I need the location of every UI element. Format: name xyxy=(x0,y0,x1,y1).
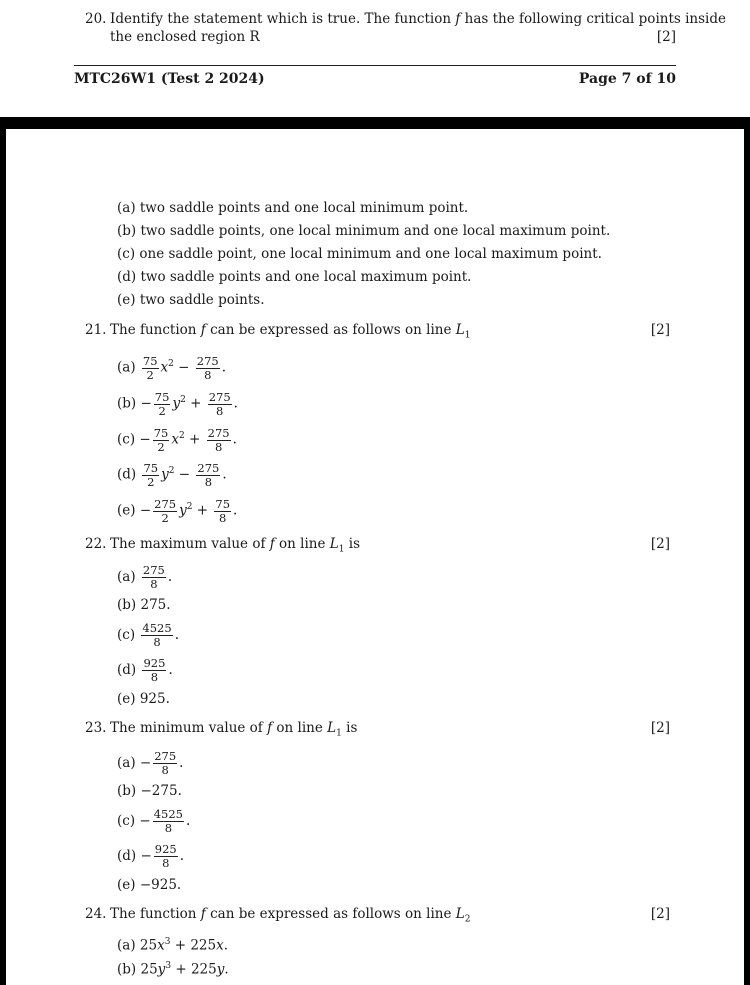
fraction-numerator: 275 xyxy=(154,749,177,763)
fraction-denominator: 8 xyxy=(204,474,213,489)
variable: x xyxy=(160,359,169,376)
fraction-denominator: 8 xyxy=(204,367,212,382)
exponent: 2 xyxy=(180,395,186,405)
q20-option: (a) two saddle points and one local minimum point. xyxy=(117,200,469,216)
exponent: 3 xyxy=(165,961,172,971)
q21-option: (d) $\frac{75}{2}$ $y^2$ − $\frac{275}{8}$ . xyxy=(117,460,227,489)
option-value: −275. xyxy=(140,783,182,799)
q21-number: 21. xyxy=(85,322,107,338)
q21-marks: [2] xyxy=(650,322,670,338)
variable: x xyxy=(216,937,224,954)
variable: x xyxy=(171,431,179,448)
fraction-numerator: 75 xyxy=(143,460,159,475)
option-label: (e) xyxy=(117,502,136,519)
exponent: 3 xyxy=(164,937,171,947)
option-value: −925. xyxy=(139,877,182,893)
fraction-denominator: 2 xyxy=(147,474,155,489)
q24-text: The function f can be expressed as follows on line $L_2$ xyxy=(110,906,471,925)
fraction-numerator: 4525 xyxy=(153,807,183,821)
fraction-numerator: 275 xyxy=(154,496,177,511)
sign: − xyxy=(139,502,152,519)
sign: − xyxy=(139,813,151,829)
q23-option: (d) − $\frac{925}{8}$ . xyxy=(117,842,185,870)
fraction xyxy=(142,355,159,382)
q22-option: (a) $\frac{275}{8}$ . xyxy=(117,563,173,591)
fraction xyxy=(153,750,177,777)
operator: + xyxy=(184,431,205,448)
end: . xyxy=(223,937,229,954)
q20-option: (b) two saddle points, one local minimum and one local maximum point. xyxy=(117,223,611,239)
fraction xyxy=(142,462,159,489)
q24-marks: [2] xyxy=(650,906,670,922)
q21-option: (c) − $\frac{75}{2}$ $x^2$ + $\frac{275}{8}$ . xyxy=(117,425,237,454)
exponent: 2 xyxy=(186,502,193,512)
variable: y xyxy=(216,961,225,978)
fraction-numerator: 925 xyxy=(154,842,177,856)
q22-number: 22. xyxy=(85,536,107,552)
option-label: (b) xyxy=(117,783,137,799)
variable: y xyxy=(179,502,187,519)
variable: x xyxy=(157,937,165,954)
sign: − xyxy=(139,431,151,448)
fraction xyxy=(141,622,172,649)
fraction-denominator: 8 xyxy=(216,403,224,418)
option-label: (b) xyxy=(117,597,137,613)
sign: − xyxy=(140,848,152,864)
q20-text-line1: Identify the statement which is true. The function f has the following critical points inside xyxy=(110,11,726,27)
operator: − xyxy=(173,359,194,376)
option-label: (c) xyxy=(117,627,136,643)
course-code: MTC26W1 (Test 2 2024) xyxy=(74,71,265,87)
header-rule xyxy=(74,65,676,66)
option-label: (c) xyxy=(117,813,136,829)
sign: − xyxy=(140,395,152,412)
fraction-numerator: 75 xyxy=(153,425,169,440)
q20-option: (c) one saddle point, one local minimum and one local maximum point. xyxy=(117,246,602,262)
q22-option: (d) $\frac{925}{8}$ . xyxy=(117,656,173,684)
fraction-numerator: 75 xyxy=(215,496,231,511)
fraction-numerator: 275 xyxy=(142,563,165,577)
q23-marks: [2] xyxy=(650,720,670,736)
fraction-numerator: 925 xyxy=(143,656,166,670)
sign: − xyxy=(139,755,152,771)
fraction xyxy=(214,498,231,525)
option-label: (c) xyxy=(117,431,136,448)
operator: + xyxy=(192,502,213,519)
variable: y xyxy=(161,466,169,483)
fraction xyxy=(153,427,170,454)
fraction xyxy=(142,657,166,684)
q21-option: (a) $\frac{75}{2}$ $x^2$ − $\frac{275}{8}$ . xyxy=(117,353,227,382)
q20-text-line2: the enclosed region R xyxy=(110,29,260,45)
option-value: 925. xyxy=(139,691,170,707)
fraction-numerator: 275 xyxy=(197,460,220,475)
q22-option xyxy=(117,683,170,715)
fraction-denominator: 2 xyxy=(161,510,169,525)
fraction-denominator: 8 xyxy=(214,439,223,454)
page-number: Page 7 of 10 xyxy=(578,71,676,87)
q24-option xyxy=(117,934,228,954)
coefficient: 25 xyxy=(139,937,158,954)
fraction-denominator: 8 xyxy=(153,635,161,649)
fraction-numerator: 275 xyxy=(196,353,219,368)
fraction-denominator: 8 xyxy=(164,821,173,835)
option-label: (a) xyxy=(117,755,136,771)
fraction xyxy=(196,355,220,382)
option-label: (a) xyxy=(117,569,136,585)
fraction xyxy=(207,427,231,454)
operator: − xyxy=(174,466,195,483)
fraction-denominator: 8 xyxy=(162,856,170,870)
option-label: (a) xyxy=(117,937,136,954)
fraction xyxy=(154,843,178,870)
q24-number: 24. xyxy=(85,906,107,922)
page-top xyxy=(0,0,750,117)
fraction-numerator: 275 xyxy=(208,389,231,404)
q22-option xyxy=(117,589,171,621)
option-label: (b) xyxy=(117,395,137,412)
fraction-numerator: 275 xyxy=(207,425,230,440)
fraction-denominator: 8 xyxy=(219,510,227,525)
fraction-denominator: 8 xyxy=(150,577,158,591)
q20-option: (d) two saddle points and one local maximum point. xyxy=(117,269,472,285)
fraction-denominator: 8 xyxy=(150,670,159,684)
fraction xyxy=(153,498,177,525)
option-label: (d) xyxy=(117,662,137,678)
variable: y xyxy=(172,395,181,412)
fraction-numerator: 75 xyxy=(142,353,158,368)
fraction-numerator: 75 xyxy=(154,389,170,404)
q22-option: (c) $\frac{4525}{8}$ . xyxy=(117,621,179,649)
option-label: (a) xyxy=(117,359,136,376)
operator: + xyxy=(185,395,206,412)
fraction xyxy=(142,564,166,591)
fraction xyxy=(153,808,184,835)
fraction-numerator: 4525 xyxy=(142,621,172,635)
q23-option xyxy=(117,775,182,807)
option-label: (e) xyxy=(117,877,136,893)
q22-marks: [2] xyxy=(650,536,670,552)
fraction-denominator: 2 xyxy=(146,367,154,382)
term: + 225 xyxy=(171,961,217,978)
q21-option: (e) − $\frac{275}{2}$ $y^2$ + $\frac{75}{8}$ . xyxy=(117,496,238,525)
fraction xyxy=(154,391,171,418)
q22-text: The maximum value of f on line $L_1$ is xyxy=(110,536,361,555)
option-value: 275. xyxy=(140,597,171,613)
q23-number: 23. xyxy=(85,720,107,736)
q23-option: (c) − $\frac{4525}{8}$ . xyxy=(117,807,191,835)
fraction-denominator: 8 xyxy=(161,763,169,777)
fraction xyxy=(208,391,232,418)
q23-option xyxy=(117,869,181,901)
page-bottom xyxy=(6,129,744,985)
coefficient: 25 xyxy=(140,961,158,978)
option-label: (d) xyxy=(117,466,137,483)
option-label: (e) xyxy=(117,691,136,707)
fraction xyxy=(196,462,220,489)
fraction-denominator: 2 xyxy=(158,403,166,418)
q23-text: The minimum value of f on line $L_1$ is xyxy=(110,720,358,739)
q21-option: (b) − $\frac{75}{2}$ $y^2$ + $\frac{275}{8}$ . xyxy=(117,389,238,418)
option-label: (b) xyxy=(117,961,137,978)
fraction-denominator: 2 xyxy=(157,439,165,454)
q21-text: The function f can be expressed as follows on line $L_1$ xyxy=(110,322,471,341)
q20-number: 20. xyxy=(85,11,107,27)
exponent: 2 xyxy=(168,466,175,476)
variable: y xyxy=(157,961,166,978)
q24-option xyxy=(117,958,229,978)
option-label: (d) xyxy=(117,848,137,864)
q23-option: (a) − $\frac{275}{8}$ . xyxy=(117,749,184,777)
exponent: 2 xyxy=(168,359,174,369)
q20-marks: [2] xyxy=(656,29,676,45)
exponent: 2 xyxy=(178,431,185,441)
term: + 225 xyxy=(170,937,217,954)
end: . xyxy=(224,961,229,978)
q20-option: (e) two saddle points. xyxy=(117,292,265,308)
